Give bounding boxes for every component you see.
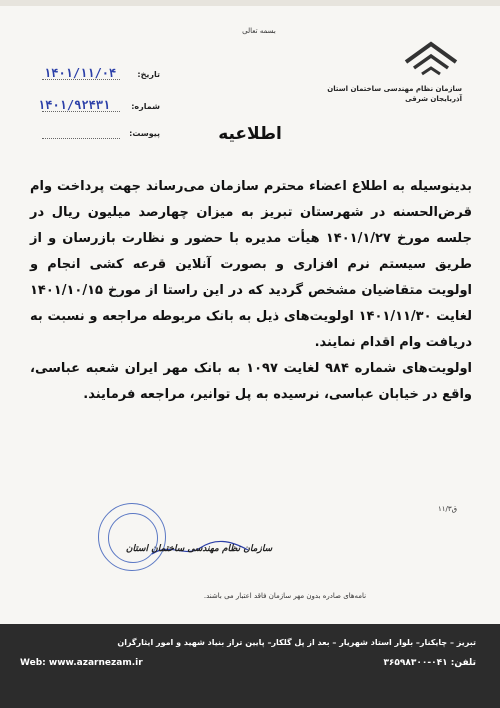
org-name-line2: آذربایجان شرقی — [405, 95, 462, 103]
reference-number: ق۱۱/۳ — [438, 505, 458, 513]
body-paragraph-2: اولویت‌های شماره ۹۸۴ لغایت ۱۰۹۷ به بانک مهر ایران شعبه عباسی، واقع در خیابان عباسی، نرسیده به پل توانیر، مراجعه فرمایند. — [30, 361, 472, 402]
signature-text: سازمان نظام مهندسی ساختمان استان — [125, 544, 273, 554]
footer-note: نامه‌های صادره بدون مهر سازمان فاقد اعتبار می باشند. — [203, 592, 367, 600]
attachment-label: پیوست: — [129, 129, 160, 138]
date-label: تاریخ: — [137, 70, 160, 79]
footer-bar — [0, 624, 500, 708]
org-name-line1: سازمان نظام مهندسی ساختمان استان — [327, 85, 462, 93]
official-stamp — [98, 503, 166, 571]
page-title: اطلاعیه — [218, 124, 282, 144]
number-value: ۱۴۰۱/۹۲۴۳۱ — [38, 98, 111, 112]
body-paragraph-1: بدینوسیله به اطلاع اعضاء محترم سازمان می‌رساند جهت پرداخت وام قرض‌الحسنه در شهرستان تبریز به میزان چهارصد میلیون ریال در جلسه مورخ ۱۴۰۱/۱/۲۷ هیأت مدیره با حضور و نظارت بازرسان و از طریق سیستم نرم افزاری و بصورت آنلاین قرعه کشی انجام و اولویت متقاضیان مشخص گردید که در این راستا از مورخ ۱۴۰۱/۱۰/۱۵ لغایت ۱۴۰۱/۱۱/۳۰ اولویت‌های ذیل به بانک مربوطه مراجعه و نسبت به دریافت وام اقدام نمایند. — [30, 179, 472, 350]
building-roof-icon — [402, 38, 460, 80]
attachment-line — [42, 138, 120, 139]
number-label: شماره: — [131, 102, 160, 111]
footer-website[interactable]: Web: www.azarnezam.ir — [20, 658, 143, 668]
footer-phone: تلفن: ۰۴۱-۳۶۵۹۸۳۰۰ — [383, 658, 476, 668]
footer-address: تبریز – چایکنار– بلوار استاد شهریار – بعد از پل گلکار– پایین تراز بنیاد شهید و امور ایثارگران — [117, 638, 476, 647]
basmala: بسمه تعالی — [242, 27, 276, 35]
top-rule — [0, 0, 500, 6]
org-name — [272, 84, 462, 104]
letter-body — [30, 174, 472, 408]
date-value: ۱۴۰۱/۱۱/۰۴ — [44, 66, 117, 80]
